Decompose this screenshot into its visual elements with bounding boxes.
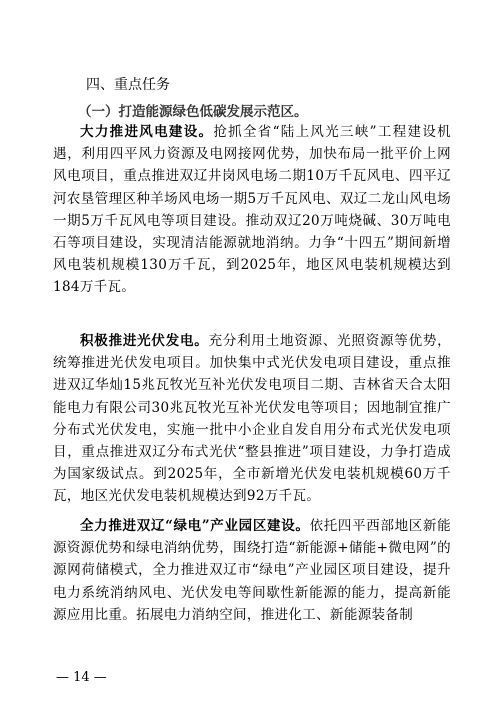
paragraph-lead: 全力推进双辽“绿电”产业园区建设。 (80, 518, 310, 534)
section-heading: 四、重点任务 (86, 77, 170, 93)
subsection-heading: （一）打造能源绿色低碳发展示范区。 (78, 104, 308, 120)
paragraph-lead: 积极推进光伏发电。 (80, 333, 209, 349)
paragraph-wind-power (53, 121, 451, 299)
paragraph-solar-power (53, 330, 451, 508)
paragraph-green-power-park (53, 515, 451, 626)
paragraph-lead: 大力推进风电建设。 (80, 124, 214, 140)
paragraph-text: 依托四平西部地区新能源资源优势和绿电消纳优势，围绕打造“新能源+储能+微电网”的源网荷储模式，全力推进双辽市“绿电”产业园区项目建设，提升电力系统消纳风电、光伏发电等间歇性新能源的能力，提高新能源应用比重。拓展电力消纳空间，推进化工、新能源装备制 (53, 518, 452, 623)
paragraph-text: 抢抓全省“陆上风光三峡”工程建设机遇，利用四平风力资源及电网接网优势，加快布局一批平价上网风电项目，重点推进双辽井岗风电场二期10万千瓦风电、四平辽河农垦管理区种羊场风电场一期5万千瓦风电、双辽二龙山风电场一期5万千瓦风电等项目建设。推动双辽20万吨烧碱、30万吨电石等项目建设，实现清洁能源就地消纳。力争“十四五”期间新增风电装机规模130万千瓦，到2025年，地区风电装机规模达到184万千瓦。 (53, 124, 451, 296)
paragraph-text: 充分利用土地资源、光照资源等优势，统筹推进光伏发电项目。加快集中式光伏发电项目建设，重点推进双辽华灿15兆瓦牧光互补光伏发电项目二期、吉林省天合太阳能电力有限公司30兆瓦牧光互补光伏发电等项目；因地制宜推广分布式光伏发电，实施一批中小企业自发自用分布式光伏发电项目，重点推进双辽分布式光伏“整县推进”项目建设，力争打造成为国家级试点。到2025年，全市新增光伏发电装机规模60万千瓦，地区光伏发电装机规模达到92万千瓦。 (53, 333, 451, 505)
page-number: — 14 — (56, 670, 107, 685)
